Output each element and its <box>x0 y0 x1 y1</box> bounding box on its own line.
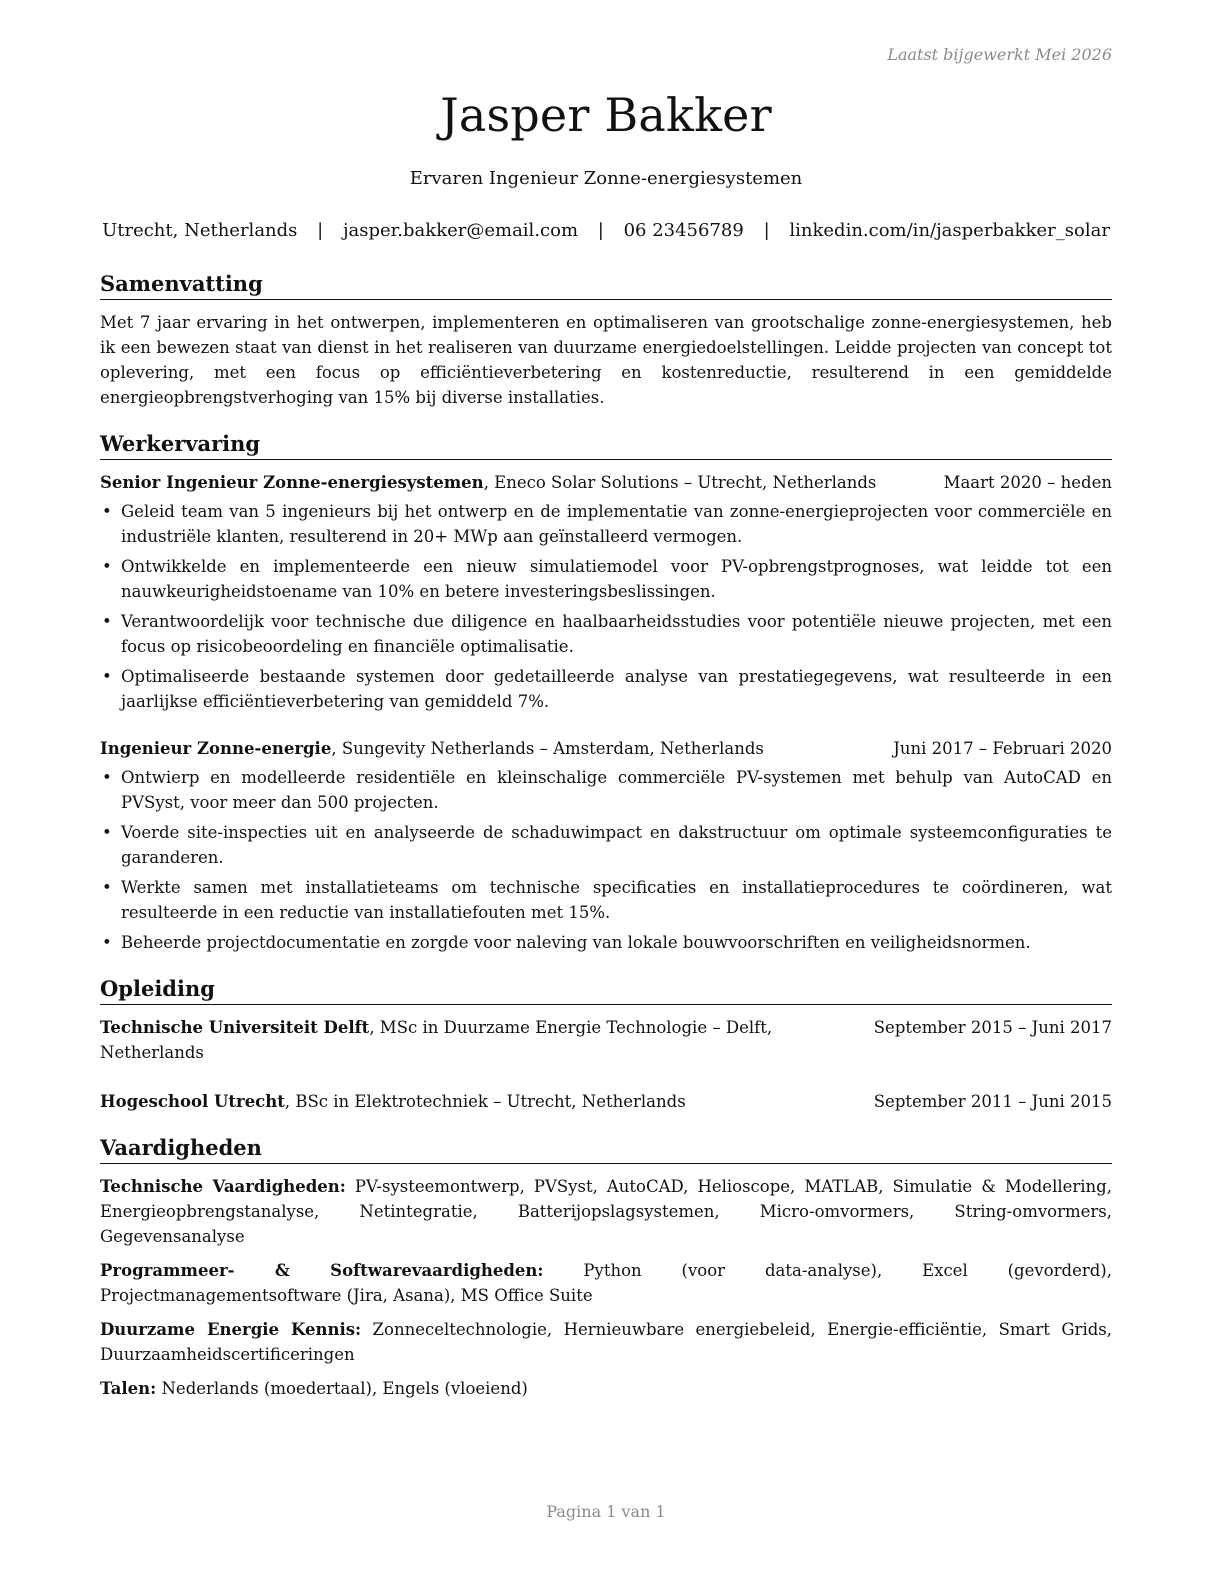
job-company: , Sungevity Netherlands – Amsterdam, Netherlands <box>331 739 764 758</box>
skill-group <box>100 1258 1112 1308</box>
bullet-text: Verantwoordelijk voor technische due diligence en haalbaarheidsstudies voor potentiële nieuwe projecten, met een focus op risicobeoordeling en financiële optimalisatie. <box>121 612 1112 656</box>
education-school-degree <box>100 1015 872 1065</box>
bullet-icon: • <box>102 557 112 576</box>
education-section <box>100 975 1112 1114</box>
section-title-education: Opleiding <box>100 975 1112 1005</box>
job-header <box>100 736 1112 761</box>
education-school: Technische Universiteit Delft <box>100 1018 370 1037</box>
last-updated: Laatst bijgewerkt Mei 2026 <box>887 45 1112 64</box>
bullet-item <box>100 820 1112 870</box>
job-bullets <box>100 499 1112 714</box>
bullet-text: Geleid team van 5 ingenieurs bij het ontwerp en de implementatie van zonne-energieprojecten voor commerciële en industriële klanten, resulterend in 20+ MWp aan geïnstalleerd vermogen. <box>121 502 1112 546</box>
job-entry <box>100 736 1112 955</box>
contact-separator: | <box>597 220 604 241</box>
bullet-text: Optimaliseerde bestaande systemen door gedetailleerde analyse van prestatiegegevens, wat resulteerde in een jaarlijkse efficiëntieverbetering van gemiddeld 7%. <box>121 667 1112 711</box>
section-title-skills: Vaardigheden <box>100 1134 1112 1164</box>
bullet-icon: • <box>102 823 112 842</box>
job-dates: Maart 2020 – heden <box>943 473 1112 492</box>
contact-separator: | <box>763 220 770 241</box>
summary-section <box>100 270 1112 410</box>
bullet-text: Werkte samen met installatieteams om technische specificaties en installatieprocedures te coördineren, wat resulteerde in een reductie van installatiefouten met 15%. <box>121 878 1112 922</box>
job-entry <box>100 470 1112 714</box>
bullet-text: Voerde site-inspecties uit en analyseerde de schaduwimpact en dakstructuur om optimale systeemconfiguraties te garanderen. <box>121 823 1112 867</box>
contact-separator: | <box>317 220 324 241</box>
job-dates: Juni 2017 – Februari 2020 <box>893 739 1112 758</box>
bullet-icon: • <box>102 933 112 952</box>
bullet-item <box>100 765 1112 815</box>
bullet-item <box>100 554 1112 604</box>
bullet-item <box>100 875 1112 925</box>
skill-label: Technische Vaardigheden: <box>100 1177 346 1196</box>
section-title-experience: Werkervaring <box>100 430 1112 460</box>
education-entry <box>100 1015 1112 1065</box>
skill-label: Duurzame Energie Kennis: <box>100 1320 362 1339</box>
job-role-company <box>100 470 876 495</box>
skill-text: Nederlands (moedertaal), Engels (vloeiend) <box>156 1379 528 1398</box>
bullet-text: Ontwierp en modelleerde residentiële en kleinschalige commerciële PV-systemen met behulp van AutoCAD en PVSyst, voor meer dan 500 projecten. <box>121 768 1112 812</box>
page-number: Pagina 1 van 1 <box>546 1502 666 1521</box>
summary-text: Met 7 jaar ervaring in het ontwerpen, implementeren en optimaliseren van grootschalige zonne-energiesystemen, heb ik een bewezen staat van dienst in het realiseren van duurzame energiedoelstellingen. Leidde projecten van concept tot oplevering, met een focus op efficiëntieverbetering en kostenreductie, resulterend in een gemiddelde energieopbrengstverhoging van 15% bij diverse installaties. <box>100 313 1112 407</box>
bullet-icon: • <box>102 768 112 787</box>
skill-text: Zonneceltechnologie, Hernieuwbare energiebeleid, Energie-efficiëntie, Smart Grids, Duurzaamheidscertificeringen <box>100 1320 1112 1364</box>
education-degree: , BSc in Elektrotechniek – Utrecht, Netherlands <box>284 1092 686 1111</box>
education-school: Hogeschool Utrecht <box>100 1092 285 1111</box>
contact-line <box>100 220 1112 241</box>
skill-group <box>100 1174 1112 1249</box>
skill-label: Talen: <box>100 1379 157 1398</box>
job-header <box>100 470 1112 495</box>
bullet-item <box>100 609 1112 659</box>
job-role: Ingenieur Zonne-energie <box>100 739 332 758</box>
section-title-summary: Samenvatting <box>100 270 1112 300</box>
bullet-icon: • <box>102 667 112 686</box>
job-title: Ervaren Ingenieur Zonne-energiesystemen <box>409 168 803 189</box>
education-entry <box>100 1089 1112 1114</box>
skill-text: PV-systeemontwerp, PVSyst, AutoCAD, Helioscope, MATLAB, Simulatie & Modellering, Energieopbrengstanalyse, Netintegratie, Batterijopslagsystemen, Micro-omvormers, String-omvormers, Gegevensanalyse <box>100 1177 1112 1246</box>
job-company: , Eneco Solar Solutions – Utrecht, Netherlands <box>483 473 877 492</box>
bullet-text: Beheerde projectdocumentatie en zorgde voor naleving van lokale bouwvoorschriften en veiligheidsnormen. <box>121 933 1031 952</box>
bullet-icon: • <box>102 878 112 897</box>
candidate-name: Jasper Bakker <box>440 88 772 142</box>
contact-phone: 06 23456789 <box>623 220 744 241</box>
job-bullets <box>100 765 1112 955</box>
skill-text: Python (voor data-analyse), Excel (gevorderd), Projectmanagementsoftware (Jira, Asana), MS Office Suite <box>100 1261 1112 1305</box>
education-degree: , MSc in Duurzame Energie Technologie – Delft, Netherlands <box>100 1018 773 1062</box>
contact-email[interactable]: jasper.bakker@email.com <box>342 220 579 241</box>
skills-section <box>100 1134 1112 1401</box>
resume-page <box>100 0 1112 1584</box>
experience-section <box>100 430 1112 955</box>
skill-label: Programmeer- & Softwarevaardigheden: <box>100 1261 544 1280</box>
bullet-icon: • <box>102 502 112 521</box>
bullet-text: Ontwikkelde en implementeerde een nieuw simulatiemodel voor PV-opbrengstprognoses, wat leidde tot een nauwkeurigheidstoename van 10% en betere investeringsbeslissingen. <box>121 557 1112 601</box>
bullet-item <box>100 930 1112 955</box>
bullet-item <box>100 664 1112 714</box>
resume-content <box>100 270 1112 1410</box>
skill-group <box>100 1376 1112 1401</box>
education-school-degree <box>100 1089 872 1114</box>
contact-linkedin[interactable]: linkedin.com/in/jasperbakker_solar <box>789 220 1110 241</box>
education-dates: September 2015 – Juni 2017 <box>873 1018 1112 1037</box>
bullet-icon: • <box>102 612 112 631</box>
skill-group <box>100 1317 1112 1367</box>
job-role-company <box>100 736 764 761</box>
bullet-item <box>100 499 1112 549</box>
education-dates: September 2011 – Juni 2015 <box>873 1092 1112 1111</box>
contact-location: Utrecht, Netherlands <box>102 220 298 241</box>
job-role: Senior Ingenieur Zonne-energiesystemen <box>100 473 484 492</box>
